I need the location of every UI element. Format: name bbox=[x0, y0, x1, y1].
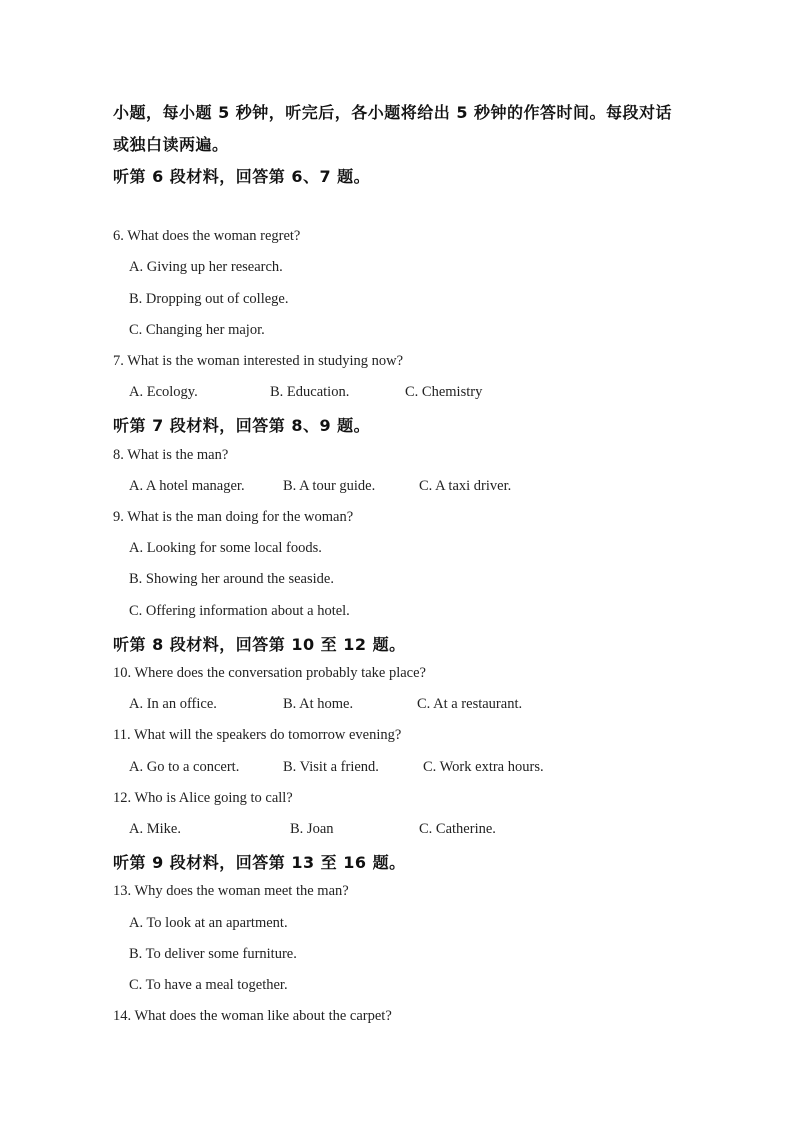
question-stem-13: 13. Why does the woman meet the man? bbox=[113, 883, 349, 899]
q9-option-b: B. Showing her around the seaside. bbox=[129, 571, 334, 587]
question-stem-8: 8. What is the man? bbox=[113, 447, 229, 463]
q12-option-b: B. Joan bbox=[290, 821, 334, 837]
question-stem-10: 10. Where does the conversation probably take place? bbox=[113, 665, 426, 681]
q10-option-c: C. At a restaurant. bbox=[417, 696, 523, 712]
q11-option-a: A. Go to a concert. bbox=[129, 759, 240, 775]
question-stem-9: 9. What is the man doing for the woman? bbox=[113, 509, 354, 525]
q13-option-a: A. To look at an apartment. bbox=[129, 915, 288, 931]
question-stem-6: 6. What does the woman regret? bbox=[113, 228, 301, 244]
section-heading-7: 听第 7 段材料，回答第 8、9 题。 bbox=[113, 416, 371, 435]
q7-option-c: C. Chemistry bbox=[405, 384, 483, 400]
q6-option-c: C. Changing her major. bbox=[129, 322, 265, 338]
q13-option-b: B. To deliver some furniture. bbox=[129, 946, 297, 962]
q7-option-b: B. Education. bbox=[270, 384, 350, 400]
q7-option-a: A. Ecology. bbox=[129, 384, 198, 400]
q6-option-b: B. Dropping out of college. bbox=[129, 291, 289, 307]
q8-option-a: A. A hotel manager. bbox=[129, 478, 245, 494]
question-stem-12: 12. Who is Alice going to call? bbox=[113, 790, 293, 806]
question-stem-11: 11. What will the speakers do tomorrow evening? bbox=[113, 727, 402, 743]
q9-option-c: C. Offering information about a hotel. bbox=[129, 603, 350, 619]
q9-option-a: A. Looking for some local foods. bbox=[129, 540, 322, 556]
question-stem-7: 7. What is the woman interested in studying now? bbox=[113, 353, 404, 369]
q8-option-c: C. A taxi driver. bbox=[419, 478, 512, 494]
section-heading-9: 听第 9 段材料，回答第 13 至 16 题。 bbox=[113, 853, 406, 872]
q12-option-c: C. Catherine. bbox=[419, 821, 496, 837]
q8-option-b: B. A tour guide. bbox=[283, 478, 376, 494]
q13-option-c: C. To have a meal together. bbox=[129, 977, 288, 993]
instructions-line-2: 或独白读两遍。 bbox=[113, 135, 229, 154]
instructions-line-1: 小题，每小题 5 秒钟，听完后，各小题将给出 5 秒钟的作答时间。每段对话 bbox=[113, 103, 673, 122]
q10-option-b: B. At home. bbox=[283, 696, 354, 712]
section-heading-8: 听第 8 段材料，回答第 10 至 12 题。 bbox=[113, 635, 406, 654]
q10-option-a: A. In an office. bbox=[129, 696, 217, 712]
question-stem-14: 14. What does the woman like about the carpet? bbox=[113, 1008, 392, 1024]
q6-option-a: A. Giving up her research. bbox=[129, 259, 283, 275]
section-heading-6: 听第 6 段材料，回答第 6、7 题。 bbox=[113, 167, 371, 186]
q12-option-a: A. Mike. bbox=[129, 821, 181, 837]
q11-option-c: C. Work extra hours. bbox=[423, 759, 544, 775]
q11-option-b: B. Visit a friend. bbox=[283, 759, 379, 775]
